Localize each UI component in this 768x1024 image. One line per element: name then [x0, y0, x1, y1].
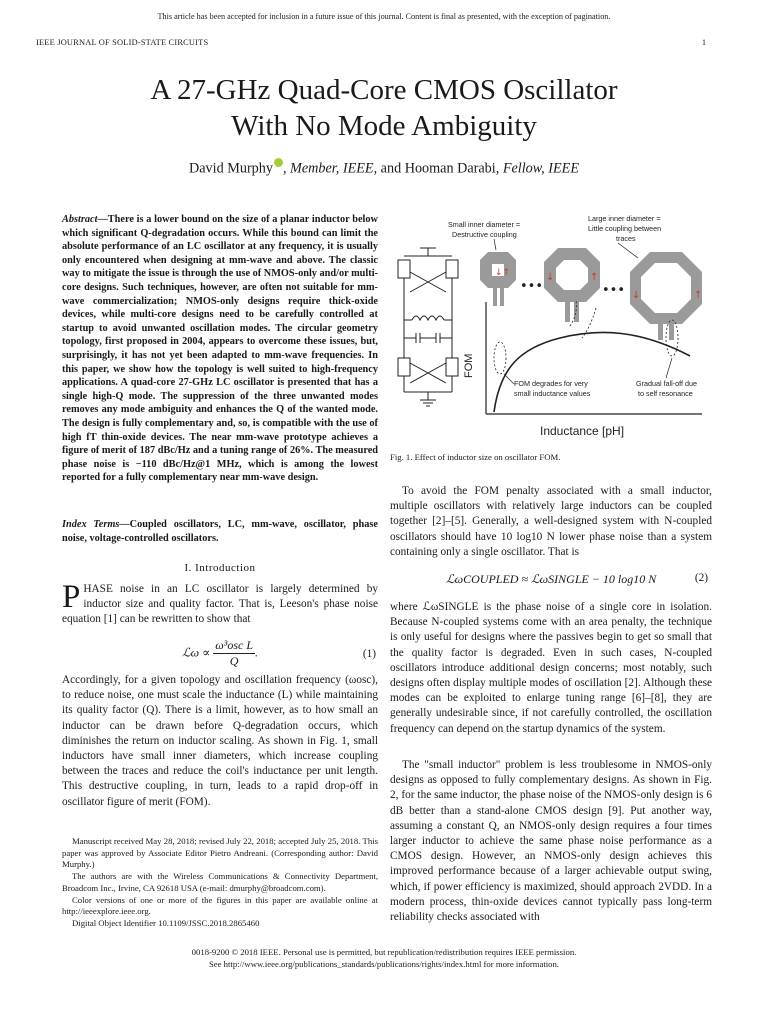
svg-text:↑: ↑ — [694, 290, 703, 301]
eq1-denominator: Q — [229, 654, 239, 668]
orcid-icon[interactable] — [274, 158, 283, 167]
journal-name: IEEE JOURNAL OF SOLID-STATE CIRCUITS — [36, 38, 209, 47]
abstract-label: Abstract— — [62, 214, 108, 225]
copyright-line-1: 0018-9200 © 2018 IEEE. Personal use is permitted, but republication/redistribution requires IEEE permission. — [191, 947, 577, 957]
label-falloff-2: to self resonance — [638, 389, 693, 398]
axis-y-label: FOM — [463, 353, 475, 378]
abstract — [62, 213, 378, 485]
svg-text:↓: ↓ — [632, 290, 641, 301]
author-2-role: Fellow, IEEE — [502, 160, 579, 177]
title-line-2: With No Mode Ambiguity — [231, 110, 537, 142]
intro-paragraph-2: Accordingly, for a given topology and oscillation frequency (ωosc), to reduce noise, one must scale the inductance (L) while maintaining its quality factor (Q). There is a limit, however, as to how small an inductor can be drawn before Q-degradation occurs, which diminishes the return on inductor scaling. As shown in Fig. 1, small inductors have small inner diameters, which increase coupling between the traces and reduce the coil's inductance per unit length. This destructive coupling, in turn, leads to a rapid drop-off in oscillator figure of merit (FOM). — [62, 674, 378, 808]
svg-text:↓: ↓ — [546, 272, 555, 283]
intro-p1-text: HASE noise in an LC oscillator is largely determined by inductor size and quality factor. That is, Leeson's phase noise equation [1] can be rewritten to show that — [62, 583, 378, 626]
figure-1 — [390, 208, 712, 440]
label-large-1: Large inner diameter = — [588, 214, 661, 223]
label-small-1: Small inner diameter = — [448, 220, 521, 229]
footnote-affiliation: The authors are with the Wireless Communications & Connectivity Department, Broadcom Inc., Irvine, CA 92618 USA (e-mail: dmurphy@broadcom.com). — [62, 871, 378, 893]
index-terms-label: Index Terms— — [62, 519, 130, 530]
section-heading: I. Introduction — [184, 562, 256, 574]
oscillator-schematic — [398, 248, 458, 406]
right-paragraph-2: where ℒωSINGLE is the phase noise of a single core in isolation. Because N-coupled systems come with an area penalty, the technique is only useful for designs where the passives begin to get so small that the quality factor is degraded. Even in such cases, N-coupled oscillators introduce additional design concerns; most notably, such designs often display multiple modes of oscillation [2]. Although these modes can be exploited to enlarge tuning range [6]–[8], they are generally undesirable since, if not carefully controlled, the oscillation frequency can depend on the startup dynamics of the system. — [390, 601, 712, 735]
copyright-footer — [0, 946, 768, 970]
abstract-text: There is a lower bound on the size of a planar inductor below which significant Q-degradation occurs. While this bound can limit the absolute performance of an LC oscillator at any frequency, it is usually only encountered when designing at mm-wave and above. The classic way to mitigate the issue is through the use of NMOS-only and/or multi-core designs. Such techniques, however, are often not suitable for mm-wave commercialization; NMOS-only designs require thick-oxide devices, while multi-core designs need to be carefully controlled at startup to avoid unwanted oscillation modes. The circular geometry topology, first proposed in 2004, appears to overcome these issues, but, surprisingly, it has not yet been adapted to mm-wave frequencies. In this paper, we show how the topology is well suited to high-frequency applications. A quad-core 27-GHz LC oscillator is presented that has a single high-Q mode. The suppression of the three unwanted modes removes any mode ambiguity and enhances the Q of the wanted mode. The design is fully complementary and, so, is compatible with the use of high fT thin-oxide devices. The near mm-wave prototype achieves a figure of merit of 187 dBc/Hz and a tuning range of 26%. The measured phase noise is −110 dBc/Hz@1 MHz, which is among the lowest reported for a fully complementary near mm-wave design. — [62, 214, 378, 484]
drop-cap: P — [62, 579, 81, 615]
title-line-1: A 27-GHz Quad-Core CMOS Oscillator — [150, 74, 618, 106]
intro-paragraph-1 — [62, 579, 378, 628]
footnote-color: Color versions of one or more of the figures in this paper are available online at http://ieeexplore.ieee.org. — [62, 894, 378, 917]
equation-1 — [62, 636, 378, 672]
equation-2-number: (2) — [694, 572, 708, 584]
svg-text:↓↑: ↓↑ — [495, 268, 511, 278]
acceptance-notice: This article has been accepted for inclusion in a future issue of this journal. Content is final as presented, with the exception of pagination. — [157, 12, 611, 21]
fom-curve — [494, 332, 690, 412]
footnote-manuscript: Manuscript received May 28, 2018; revised July 22, 2018; accepted July 25, 2018. This paper was approved by Associate Editor Pietro Andreani. (Corresponding author: David Murphy.) — [62, 836, 378, 870]
index-terms-text: Coupled oscillators, LC, mm-wave, oscillator, phase noise, voltage-controlled oscillators. — [62, 519, 378, 544]
eq1-lhs: ℒω ∝ — [182, 645, 211, 660]
equation-2-math: ℒωCOUPLED ≈ ℒωSINGLE − 10 log10 N — [446, 572, 657, 586]
label-large-3: traces — [616, 234, 636, 243]
equation-1-number: (1) — [362, 648, 376, 660]
svg-text:•••: ••• — [520, 279, 544, 294]
index-terms — [62, 518, 378, 545]
eq1-fraction — [213, 638, 255, 669]
right-paragraph-3: The "small inductor" problem is less troublesome in NMOS-only designs as opposed to fully complementary designs. As shown in Fig. 2, for the same inductor, the phase noise of the NMOS-only design is 6 dB better than a stand-alone CMOS design [9]. Put another way, assuming a constant Q, an NMOS-only design requires a four times larger inductor to achieve the same phase noise performance as a CMOS design. However, an NMOS-only design achieves this improved performance because of a larger achievable output swing, which, if power efficiency is maximized, should approach 2VDD. In a modern process, thin-oxide devices cannot typically pass long-term reliability checks associated with — [390, 759, 712, 924]
medium-inductor-shape — [544, 248, 600, 322]
small-inductor-shape — [480, 252, 516, 306]
author-1: David Murphy — [189, 160, 273, 177]
author-joiner: , and Hooman Darabi, — [373, 160, 503, 177]
equation-1-math: ℒω ∝ $\frac{\text{ω³osc L}}{Q}$ . — [182, 638, 258, 668]
label-large-2: Little coupling between — [588, 224, 662, 233]
axis-x-label: Inductance [pH] — [540, 424, 625, 438]
author-1-role: Member, IEEE — [290, 160, 374, 177]
figure-1-caption: Fig. 1. Effect of inductor size on oscillator FOM. — [390, 452, 561, 462]
label-fom-degrade-1: FOM degrades for very — [514, 379, 588, 388]
author-line: David Murphy , Member, IEEE, and Hooman Darabi, Fellow, IEEE — [0, 158, 768, 178]
label-falloff-1: Gradual fall-off due — [636, 379, 697, 388]
right-paragraph-1: To avoid the FOM penalty associated with a small inductor, multiple oscillators with relatively large inductors can be coupled together [2]–[5]. Generally, a well-designed system with N-coupled oscillators should have 10 log10 N lower phase noise than a system containing only a single oscillator. That is — [390, 485, 712, 558]
footnote-doi: Digital Object Identifier 10.1109/JSSC.2018.2865460 — [72, 917, 260, 928]
label-small-2: Destructive coupling — [452, 230, 517, 239]
page-number: 1 — [701, 38, 706, 47]
footnotes — [62, 836, 378, 930]
equation-2 — [390, 572, 712, 592]
large-inductor-shape — [630, 252, 702, 340]
svg-text:•••: ••• — [602, 283, 626, 298]
eq1-numerator: ω³osc L — [215, 638, 253, 652]
paper-title — [0, 72, 768, 144]
label-fom-degrade-2: small inductance values — [514, 389, 591, 398]
svg-text:↑: ↑ — [590, 272, 599, 283]
copyright-line-2[interactable]: See http://www.ieee.org/publications_standards/publications/rights/index.html for more information. — [208, 959, 560, 969]
